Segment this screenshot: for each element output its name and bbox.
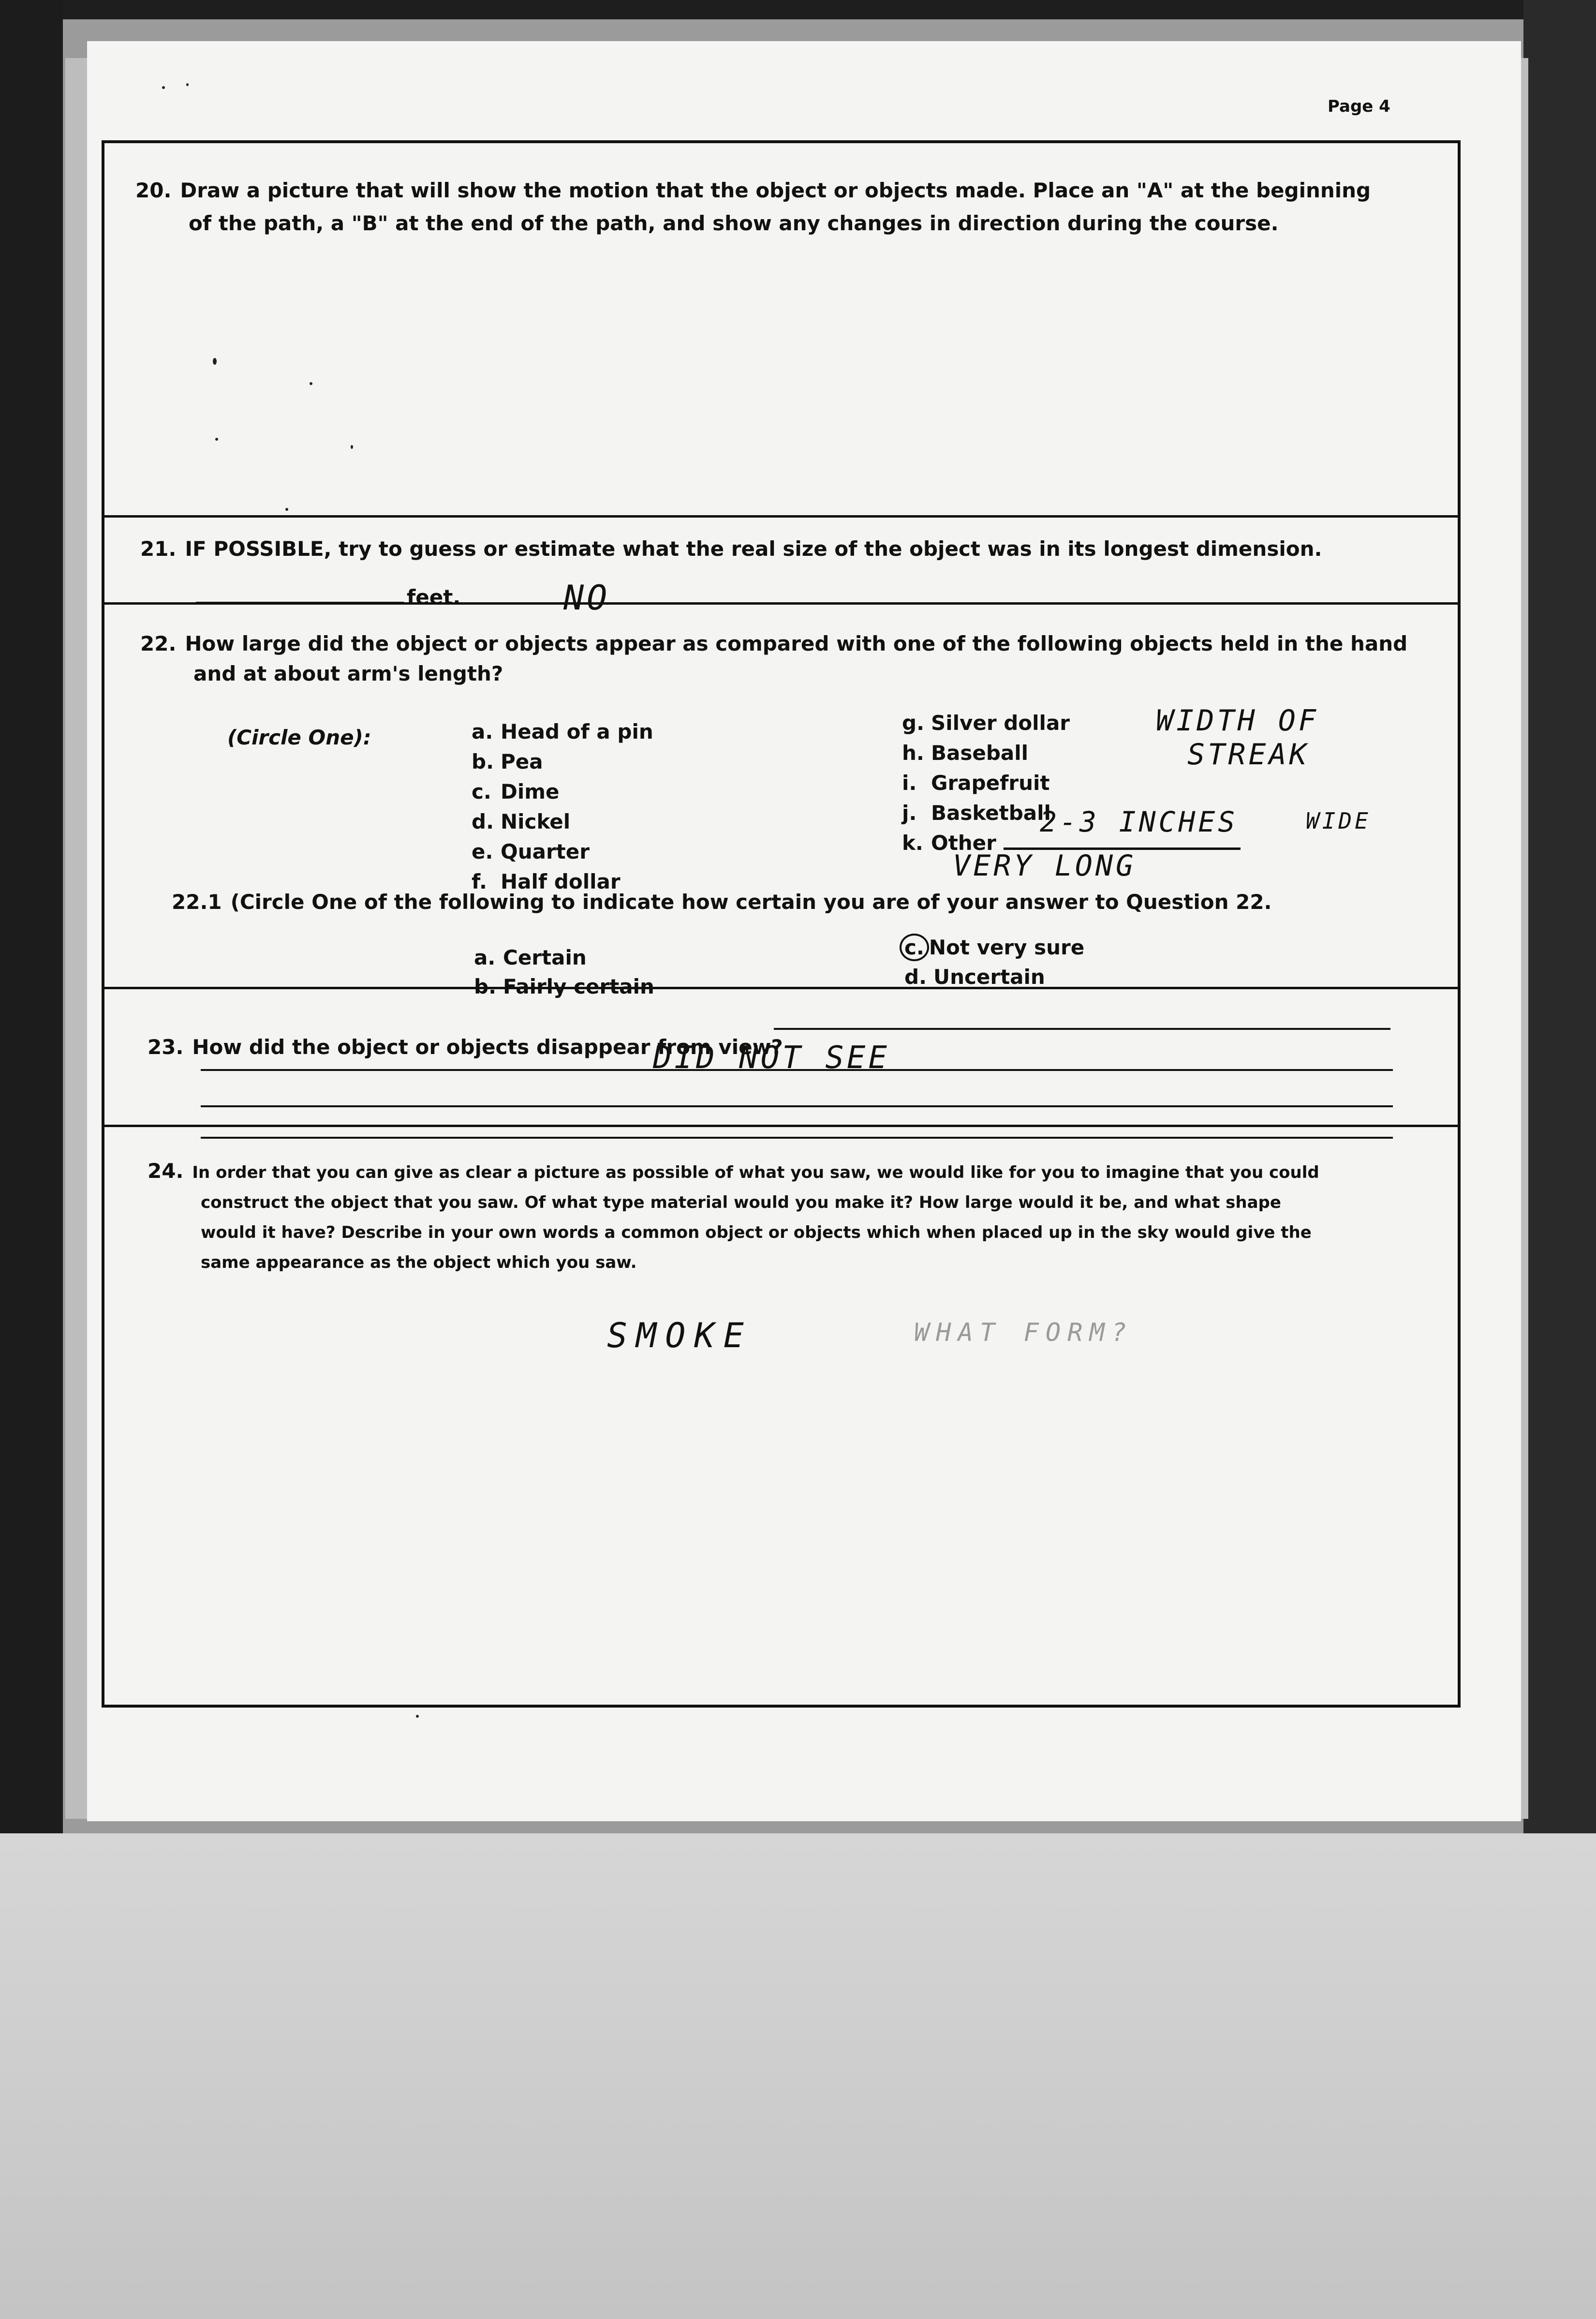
option-letter: h. [902,741,924,765]
option-label: Silver dollar [931,711,1070,735]
scan-top-border [0,0,1596,19]
question-text: How did the object or objects disappear from view? [192,1035,783,1059]
dust-speck [215,438,218,441]
option-letter: d. [904,965,927,989]
disappear-answer-handwritten: DID NOT SEE [653,1040,890,1076]
question-text: would it have? Describe in your own words a common object or objects which when placed up in the sky would give the [201,1223,1312,1242]
option-label: Basketball [931,801,1051,825]
handwritten-very-long: VERY LONG [953,849,1137,883]
dust-speck [213,358,217,365]
option-label: Head of a pin [501,720,653,743]
certainty-option-a[interactable] [474,946,587,969]
section-divider [102,1125,1461,1127]
handwritten-width-of: WIDTH OF [1156,704,1319,738]
answer-line[interactable] [201,1105,1393,1107]
size-option-a[interactable] [472,720,653,743]
question-number: 21. [140,537,177,561]
question-text: (Circle One of the following to indicate how certain you are of your answer to Question 22. [230,890,1272,914]
option-label: Not very sure [929,936,1085,959]
dust-speck [162,86,165,89]
section-divider [102,987,1461,989]
dust-speck [416,1715,419,1718]
dust-speck [186,83,189,86]
size-option-b[interactable] [472,750,543,773]
handwritten-other-size: 2-3 INCHES [1040,805,1238,838]
question-text: In order that you can give as clear a picture as possible of what you saw, we would like for you to imagine that you could [192,1163,1319,1182]
size-option-i[interactable] [902,771,1049,795]
handwritten-streak: STREAK [1187,738,1310,772]
option-label: Quarter [501,840,590,863]
option-letter: b. [474,975,497,998]
option-letter: b. [472,750,494,773]
size-option-c[interactable] [472,780,560,803]
feet-blank[interactable] [196,587,404,604]
question-text: construct the object that you saw. Of what type material would you make it? How large would it be, and what shape [201,1193,1281,1212]
question-number: 22. [140,632,177,655]
question-text: Draw a picture that will show the motion that the object or objects made. Place an "A" at the beginning [180,178,1371,202]
smoke-answer-handwritten: SMOKE [607,1316,753,1355]
drawing-area[interactable] [106,252,1456,513]
option-letter: i. [902,771,917,795]
size-option-e[interactable] [472,840,590,863]
option-letter: g. [902,711,925,735]
size-estimate-field[interactable] [196,585,460,609]
certainty-option-b[interactable] [474,975,654,998]
dust-speck [310,382,312,385]
option-label: Nickel [501,810,571,833]
feet-label: feet. [407,585,461,609]
question-text: IF POSSIBLE, try to guess or estimate what the real size of the object was in its longest dimension. [185,537,1322,561]
option-letter: c. [472,780,491,803]
size-answer-handwritten: NO [563,578,610,618]
option-label: Other [931,831,996,855]
option-letter: a. [474,946,496,969]
scan-left-border [0,0,63,1838]
handwritten-wide: WIDE [1306,808,1371,834]
question-text: of the path, a "B" at the end of the path, and show any changes in direction during the course. [189,211,1279,235]
size-option-g[interactable] [902,711,1070,735]
question-number: 24. [148,1159,184,1183]
question-text: and at about arm's length? [193,662,503,685]
option-letter: j. [902,801,917,825]
option-label: Pea [501,750,543,773]
question-number: 20. [135,178,172,202]
option-label: Certain [503,946,587,969]
option-label: Uncertain [933,965,1045,989]
question-number: 23. [148,1035,184,1059]
question-text: How large did the object or objects appear as compared with one of the following objects held in the hand [185,632,1408,655]
scan-background [0,1833,1596,2319]
question-24 [148,1156,1319,1278]
circle-one-instruction: (Circle One): [227,726,371,749]
dust-speck [351,445,353,449]
question-22 [140,629,1407,689]
answer-line[interactable] [774,1028,1390,1030]
question-20 [135,174,1371,240]
section-divider [102,515,1461,518]
certainty-option-d[interactable] [904,965,1045,989]
size-option-h[interactable] [902,741,1028,765]
question-22-1 [172,890,1272,914]
page-number: Page 4 [1328,97,1390,116]
selection-circle: c. [900,934,929,961]
option-letter: e. [472,840,493,863]
option-letter: k. [902,831,923,855]
answer-line[interactable] [201,1137,1393,1139]
option-label: Grapefruit [931,771,1050,795]
question-number: 22.1 [172,890,222,914]
certainty-option-c-selected[interactable] [904,934,1084,961]
option-letter: a. [472,720,493,743]
option-letter: f. [472,870,487,893]
option-label: Dime [501,780,560,803]
option-letter: d. [472,810,494,833]
question-21 [140,537,1322,561]
faint-pencil-note: WHAT FORM? [914,1318,1134,1347]
size-option-d[interactable] [472,810,570,833]
scan-right-border [1523,0,1596,1838]
option-label: Half dollar [501,870,621,893]
dust-speck [285,508,288,511]
question-text: same appearance as the object which you saw. [201,1253,637,1272]
option-label: Fairly certain [503,975,654,998]
option-label: Baseball [931,741,1029,765]
size-option-j[interactable] [902,801,1051,825]
